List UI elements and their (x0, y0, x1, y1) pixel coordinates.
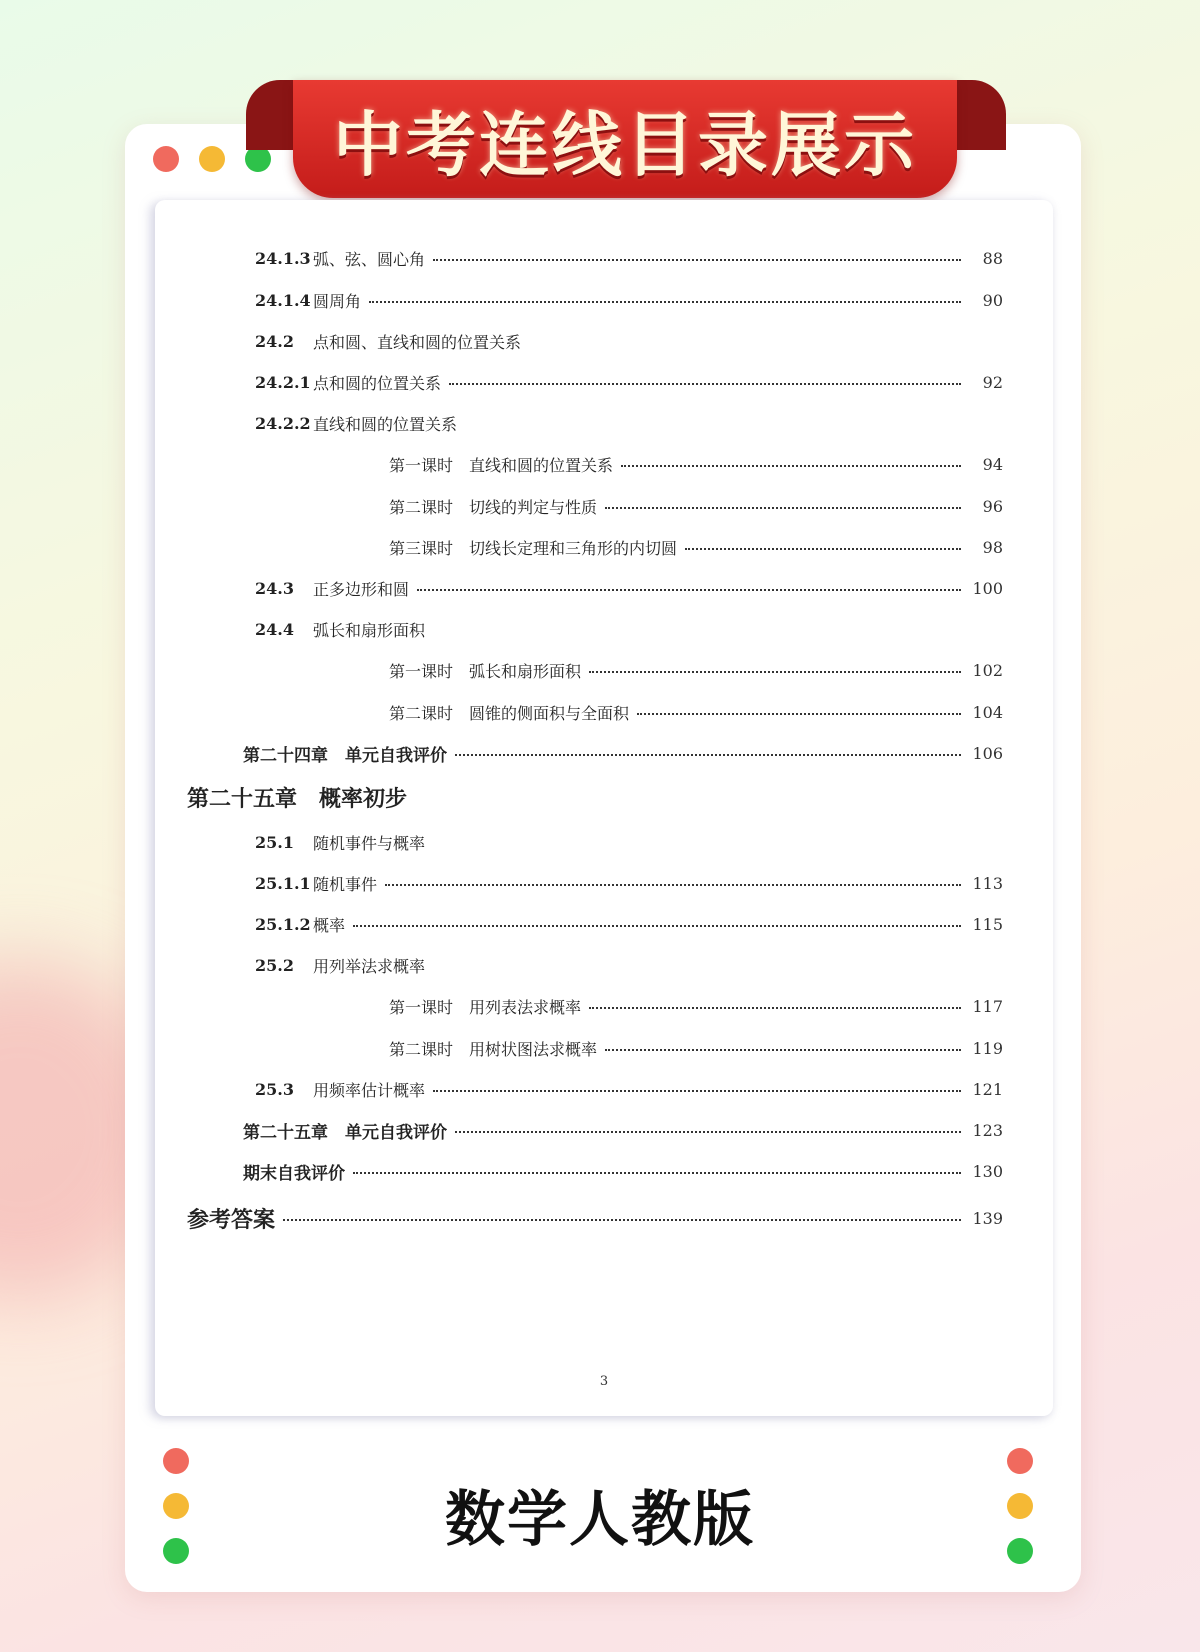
toc-entry[interactable] (155, 738, 1053, 768)
toc-entry-title: 弧长和扇形面积 (313, 620, 426, 640)
toc-entry[interactable] (155, 573, 1053, 603)
toc-entry-title: 概率 (313, 915, 346, 935)
toc-section-number: 25.1 (255, 832, 294, 852)
toc-dot-leader (621, 465, 961, 467)
decor-dot-red-right (1007, 1448, 1033, 1474)
toc-section-number: 24.2.1 (255, 372, 311, 392)
toc-entry[interactable] (155, 614, 1053, 644)
toc-section-number: 25.1.2 (255, 914, 311, 934)
toc-entry-title: 用列举法求概率 (313, 956, 426, 976)
toc-entry-title: 期末自我评价 (243, 1163, 345, 1184)
toc-page-number: 117 (972, 996, 1003, 1016)
toc-entry-title: 第二课时 圆锥的侧面积与全面积 (389, 703, 630, 723)
toc-entry-title: 点和圆、直线和圆的位置关系 (313, 332, 522, 352)
toc-entry-title: 用频率估计概率 (313, 1080, 426, 1100)
toc-entry[interactable] (155, 827, 1053, 857)
toc-entry-title: 第一课时 用列表法求概率 (389, 997, 582, 1017)
toc-section-number: 25.3 (255, 1079, 294, 1099)
toc-dot-leader (605, 507, 961, 509)
toc-entry-title: 随机事件 (313, 874, 378, 894)
toc-dot-leader (417, 589, 961, 591)
toc-entry[interactable] (155, 532, 1053, 562)
toc-entry-title: 第一课时 弧长和扇形面积 (389, 661, 582, 681)
toc-dot-leader (353, 925, 961, 927)
toc-entry-title: 第一课时 直线和圆的位置关系 (389, 455, 614, 475)
toc-entry-title: 第二十四章 单元自我评价 (243, 745, 447, 766)
toc-dot-leader (455, 754, 961, 756)
toc-entry[interactable] (155, 1074, 1053, 1104)
toc-dot-leader (455, 1131, 961, 1133)
toc-dot-leader (637, 713, 961, 715)
toc-section-number: 24.1.4 (255, 290, 311, 310)
toc-section-number: 24.1.3 (255, 248, 311, 268)
toc-entry-title: 第二十五章 单元自我评价 (243, 1122, 447, 1143)
toc-entry[interactable] (155, 367, 1053, 397)
toc-entry-title: 第三课时 切线长定理和三角形的内切圆 (389, 538, 678, 558)
toc-section-number: 24.2 (255, 331, 294, 351)
toc-page-number: 88 (982, 248, 1003, 268)
toc-page-number: 100 (972, 578, 1003, 598)
toc-dot-leader (433, 259, 961, 261)
toc-dot-leader (589, 671, 961, 673)
toc-page-number: 90 (982, 290, 1003, 310)
toc-entry[interactable] (155, 449, 1053, 479)
window-close-dot[interactable] (153, 146, 179, 172)
toc-entry-title: 参考答案 (187, 1207, 276, 1233)
toc-entry[interactable] (155, 991, 1053, 1021)
banner-title: 中考连线目录展示 (333, 103, 917, 186)
toc-entry[interactable] (155, 782, 1053, 812)
toc-section-number: 24.4 (255, 619, 294, 639)
toc-entry[interactable] (155, 1203, 1053, 1233)
toc-section-number: 24.3 (255, 578, 294, 598)
toc-page-number: 92 (982, 372, 1003, 392)
toc-section-number: 24.2.2 (255, 413, 311, 433)
toc-page-number: 94 (982, 454, 1003, 474)
toc-dot-leader (449, 383, 961, 385)
toc-page-number: 102 (972, 660, 1003, 680)
toc-entry[interactable] (155, 655, 1053, 685)
toc-dot-leader (353, 1172, 961, 1174)
toc-entry[interactable] (155, 909, 1053, 939)
toc-entry[interactable] (155, 1115, 1053, 1145)
edition-subtitle: 数学人教版 (445, 1485, 755, 1555)
toc-dot-leader (385, 884, 961, 886)
toc-page-number: 119 (972, 1038, 1003, 1058)
window-minimize-dot[interactable] (199, 146, 225, 172)
toc-dot-leader (685, 548, 961, 550)
document-page (155, 200, 1053, 1416)
toc-entry-title: 第二课时 切线的判定与性质 (389, 497, 598, 517)
toc-dot-leader (369, 301, 961, 303)
page-number: 3 (599, 1374, 609, 1389)
toc-entry-title: 圆周角 (313, 291, 362, 311)
toc-page-number: 130 (972, 1161, 1003, 1181)
toc-entry[interactable] (155, 285, 1053, 315)
toc-entry[interactable] (155, 950, 1053, 980)
toc-page-number: 106 (972, 743, 1003, 763)
toc-page-number: 96 (982, 496, 1003, 516)
toc-entry[interactable] (155, 491, 1053, 521)
toc-entry[interactable] (155, 243, 1053, 273)
toc-dot-leader (589, 1007, 961, 1009)
toc-page-number: 121 (972, 1079, 1003, 1099)
toc-dot-leader (605, 1049, 961, 1051)
toc-entry-title: 点和圆的位置关系 (313, 373, 442, 393)
toc-page-number: 104 (972, 702, 1003, 722)
toc-dot-leader (433, 1090, 961, 1092)
title-banner (293, 80, 957, 198)
toc-entry-title: 第二十五章 概率初步 (187, 786, 408, 812)
toc-entry[interactable] (155, 868, 1053, 898)
toc-entry-title: 正多边形和圆 (313, 579, 410, 599)
decor-dot-red-left (163, 1448, 189, 1474)
toc-section-number: 25.1.1 (255, 873, 311, 893)
toc-page-number: 98 (982, 537, 1003, 557)
toc-entry[interactable] (155, 408, 1053, 438)
toc-entry[interactable] (155, 326, 1053, 356)
toc-dot-leader (283, 1219, 961, 1221)
toc-entry-title: 直线和圆的位置关系 (313, 414, 458, 434)
toc-page-number: 113 (972, 873, 1003, 893)
toc-section-number: 25.2 (255, 955, 294, 975)
toc-page-number: 123 (972, 1120, 1003, 1140)
toc-entry-title: 第二课时 用树状图法求概率 (389, 1039, 598, 1059)
toc-entry[interactable] (155, 1156, 1053, 1186)
toc-page-number: 139 (972, 1208, 1003, 1228)
toc-entry-title: 随机事件与概率 (313, 833, 426, 853)
toc-entry[interactable] (155, 697, 1053, 727)
toc-entry[interactable] (155, 1033, 1053, 1063)
toc-entry-title: 弧、弦、圆心角 (313, 249, 426, 269)
toc-page-number: 115 (972, 914, 1003, 934)
